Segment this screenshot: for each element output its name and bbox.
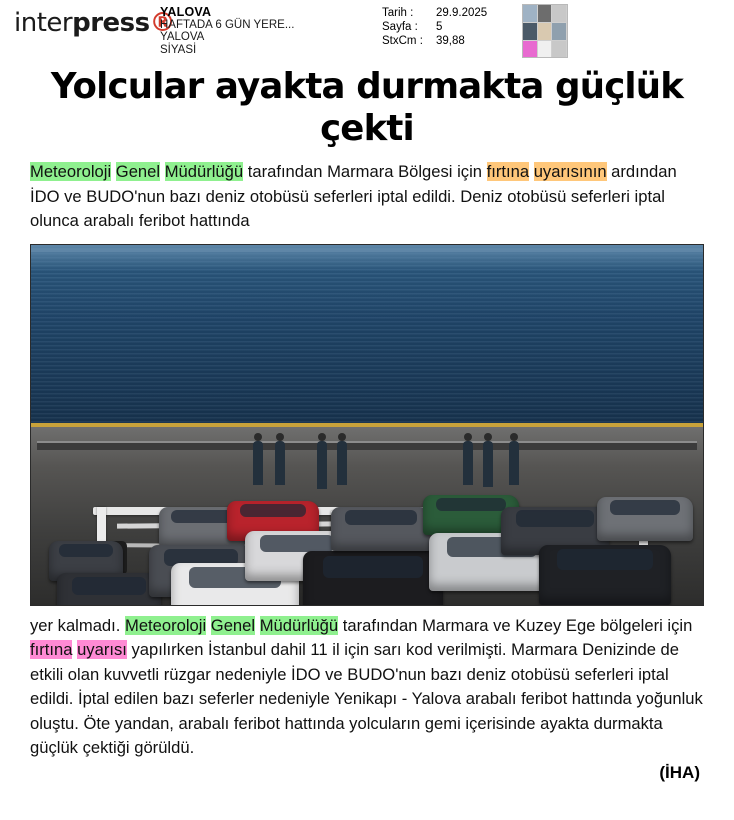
meta-row-page [382,20,487,34]
body-text-3: yapılırken İstanbul dahil 11 il için sarı kod verilmişti. Marmara Denizinde de etkili olan kuvvetli rüzgar nedeniyle İDO ve BUDO'nun bazı deniz otobüsü seferleri iptal edildi. İptal edilen bazı seferler nedeniyle Yenikapı - Yalova arabalı feribot hattında yoğunluk oluştu. Öte yandan, arabalı feribot hattında yolcuların gemi içerisinde ayakta durmakta güçlük çektiği görüldü. [30,640,703,757]
logo-text-press: press [72,8,150,38]
article-headline: Yolcular ayakta durmakta güçlük çekti [50,66,684,149]
body-text-2: tarafından Marmara ve Kuzey Ege bölgeleri için [338,615,693,635]
meta-row-stxcm [382,34,487,48]
thumbnail-cell [552,41,567,58]
parked-car [57,573,161,606]
parked-car [539,545,671,605]
source-city: YALOVA [160,31,205,43]
passenger-figure [483,441,493,487]
highlight-meteoroloji-2: Meteoroloji [125,615,207,635]
logo-text-inter: inter [14,8,73,38]
clipping-header [0,0,734,62]
meta-value-date: 29.9.2025 [436,7,488,19]
thumbnail-cell [538,5,553,22]
thumbnail-cell [552,23,567,40]
source-block [160,6,294,56]
page-thumbnail[interactable] [522,4,568,58]
highlight-uyarisinin: uyarısının [533,162,607,181]
thumbnail-cell [538,23,553,40]
lead-text-2: ardından İDO ve BUDO'nun bazı deniz otobüsü seferleri iptal edildi. Deniz otobüsü seferleri iptal olunca arabalı feribot hattında [30,162,677,230]
meta-label-date: Tarih : [382,7,414,19]
highlight-firtina-2: fırtına [30,640,73,659]
passenger-figure [275,441,285,485]
highlight-mudurlugu-2: Müdürlüğü [259,615,339,635]
logo-registered-icon: ® [149,8,176,38]
passenger-figure [253,441,263,485]
deck-railing [37,441,697,450]
article-lead [0,160,734,234]
interpress-logo [14,8,175,38]
lead-text-1: tarafından Marmara Bölgesi için [243,162,487,181]
meta-value-stxcm: 39,88 [436,35,465,47]
source-name: YALOVA [160,5,212,19]
passenger-figure [509,441,519,485]
parked-car [597,497,693,541]
sea-background [31,245,703,427]
thumbnail-cell [523,41,538,58]
highlight-uyarisi: uyarısı [77,640,127,659]
passenger-figure [463,441,473,485]
passenger-figure [317,441,327,489]
meta-row-date [382,6,487,20]
body-text-1: yer kalmadı. [30,615,125,635]
meta-value-page: 5 [436,21,443,33]
parked-car [303,551,443,606]
thumbnail-cell [523,23,538,40]
highlight-meteoroloji: Meteoroloji [30,162,112,181]
passenger-figure [337,441,347,485]
news-agency-credit: (İHA) [659,762,700,782]
meta-label-stxcm: StxCm : [382,35,423,47]
meta-label-page: Sayfa : [382,21,418,33]
thumbnail-cell [538,41,553,58]
source-category: SİYASİ [160,43,197,56]
source-frequency: HAFTADA 6 GÜN YERE... [160,18,295,31]
highlight-genel: Genel [115,162,161,181]
highlight-firtina: fırtına [486,162,530,181]
thumbnail-row [523,41,567,58]
highlight-genel-2: Genel [210,615,256,635]
thumbnail-row [523,23,567,41]
thumbnail-row [523,5,567,23]
parked-car [331,507,431,551]
thumbnail-cell [552,5,567,22]
article-photo [30,244,704,606]
thumbnail-cell [523,5,538,22]
meta-block [382,6,487,48]
highlight-mudurlugu: Müdürlüğü [164,162,244,181]
article-body [0,614,734,761]
horizon-line [31,248,703,252]
